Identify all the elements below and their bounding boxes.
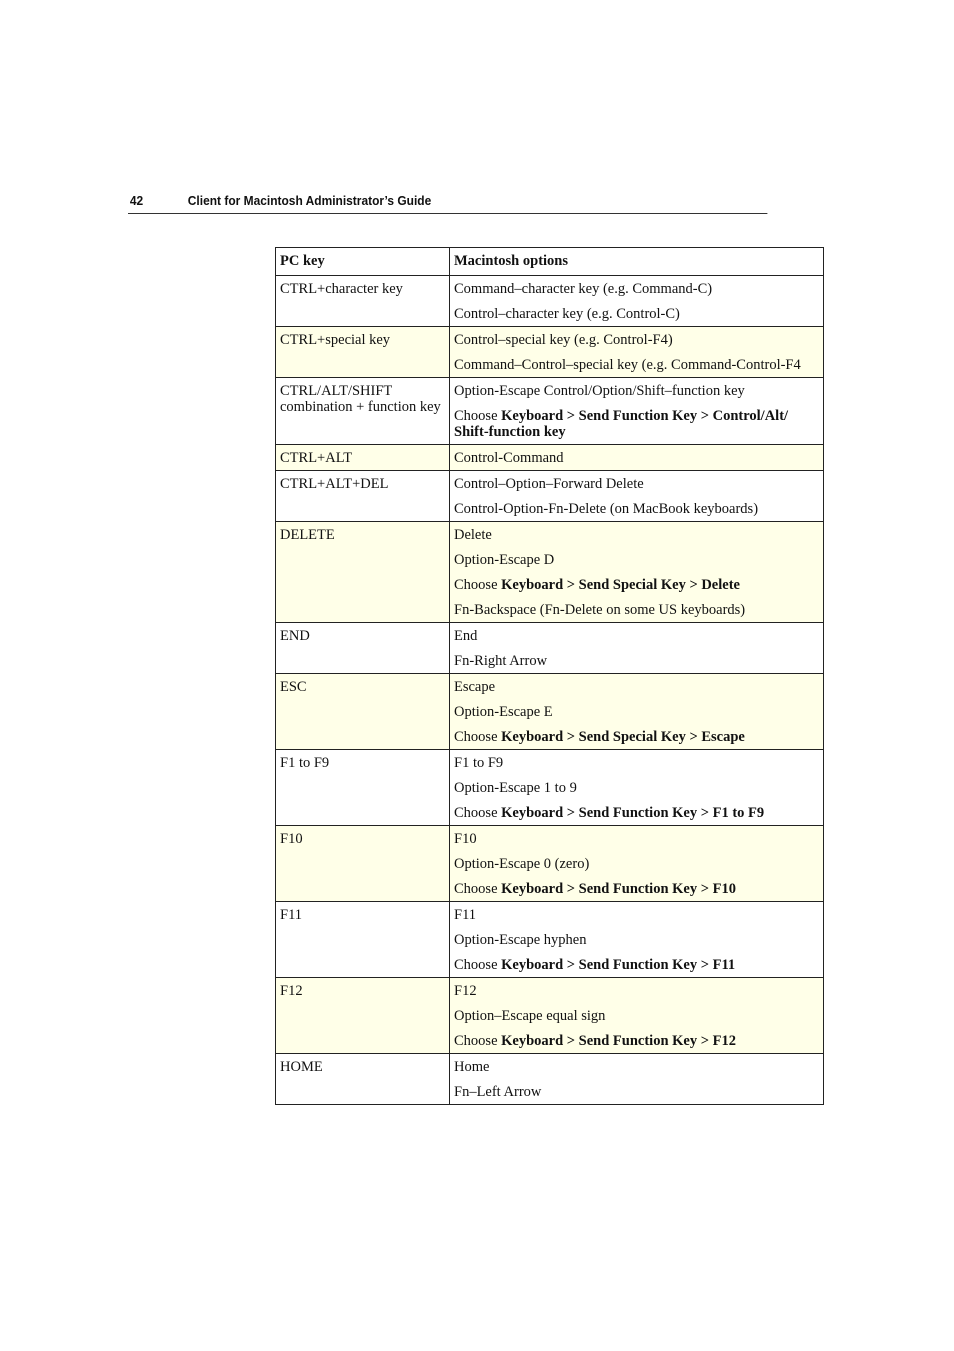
- macintosh-option: [454, 1033, 819, 1049]
- option-text: Control–special key (e.g. Control-F4): [454, 332, 673, 348]
- macintosh-option: [454, 1008, 819, 1024]
- option-text: Option-Escape 1 to 9: [454, 780, 577, 796]
- table-row: [276, 978, 824, 1054]
- macintosh-option: [454, 281, 819, 297]
- page-number: 42: [129, 193, 144, 208]
- option-text: Option-Escape hyphen: [454, 932, 587, 948]
- option-text: Option-Escape D: [454, 552, 555, 568]
- table-row: [276, 750, 824, 826]
- option-text: Option-Escape 0 (zero): [454, 856, 590, 872]
- table-row: [276, 378, 824, 445]
- macintosh-option: [454, 383, 819, 399]
- option-text: Control–character key (e.g. Control-C): [454, 306, 680, 322]
- macintosh-options-cell: [450, 674, 824, 750]
- option-text: Control-Command: [454, 450, 564, 466]
- page-title: Client for Macintosh Administrator’s Guide: [187, 193, 432, 208]
- macintosh-option: [454, 628, 819, 644]
- macintosh-options-cell: [450, 522, 824, 623]
- option-text: Choose: [454, 805, 502, 821]
- macintosh-option: [454, 831, 819, 847]
- option-text: Escape: [454, 679, 496, 695]
- page-header: [128, 191, 767, 214]
- macintosh-option: [454, 957, 819, 973]
- macintosh-options-cell: [450, 276, 824, 327]
- macintosh-option: [454, 527, 819, 543]
- macintosh-options-cell: [450, 750, 824, 826]
- macintosh-option: [454, 1059, 819, 1075]
- option-text: Control–Option–Forward Delete: [454, 476, 644, 492]
- option-text: Choose: [454, 881, 502, 897]
- option-text: Choose: [454, 408, 502, 424]
- table-row: [276, 674, 824, 750]
- option-text: Command–Control–special key (e.g. Command-Control-F4: [454, 357, 801, 373]
- macintosh-options-cell: [450, 1054, 824, 1105]
- macintosh-option: [454, 679, 819, 695]
- macintosh-option: [454, 357, 819, 373]
- pc-key-cell: CTRL/ALT/SHIFT combination + function key: [276, 378, 450, 445]
- macintosh-options-cell: [450, 978, 824, 1054]
- macintosh-options-cell: [450, 902, 824, 978]
- option-text: F1 to F9: [454, 755, 504, 771]
- pc-key-cell: F11: [276, 902, 450, 978]
- table-row: [276, 522, 824, 623]
- macintosh-option: [454, 704, 819, 720]
- macintosh-option: [454, 653, 819, 669]
- table-row: [276, 327, 824, 378]
- macintosh-option: [454, 577, 819, 593]
- table-header-row: [276, 248, 824, 276]
- option-text: Fn-Backspace (Fn-Delete on some US keyboards): [454, 602, 746, 618]
- option-text: Home: [454, 1059, 490, 1075]
- pc-key-cell: F1 to F9: [276, 750, 450, 826]
- menu-path: Keyboard > Send Special Key > Delete: [501, 577, 740, 593]
- pc-key-cell: HOME: [276, 1054, 450, 1105]
- macintosh-options-cell: [450, 471, 824, 522]
- macintosh-option: [454, 907, 819, 923]
- option-text: Option-Escape E: [454, 704, 553, 720]
- table-row: [276, 1054, 824, 1105]
- table-row: [276, 826, 824, 902]
- macintosh-options-cell: [450, 826, 824, 902]
- option-text: Fn–Left Arrow: [454, 1084, 542, 1100]
- macintosh-option: [454, 805, 819, 821]
- table-row: [276, 445, 824, 471]
- option-text: Option-Escape Control/Option/Shift–function key: [454, 383, 745, 399]
- macintosh-option: [454, 450, 819, 466]
- option-text: End: [454, 628, 478, 644]
- pc-key-cell: CTRL+character key: [276, 276, 450, 327]
- macintosh-option: [454, 408, 819, 440]
- pc-key-cell: CTRL+ALT+DEL: [276, 471, 450, 522]
- menu-path: Keyboard > Send Function Key > F12: [501, 1033, 736, 1049]
- option-text: F12: [454, 983, 477, 999]
- macintosh-options-cell: [450, 445, 824, 471]
- pc-key-cell: F10: [276, 826, 450, 902]
- option-text: F11: [454, 907, 477, 923]
- column-header-macintosh-options: Macintosh options: [450, 248, 824, 276]
- macintosh-option: [454, 501, 819, 517]
- macintosh-options-cell: [450, 378, 824, 445]
- macintosh-option: [454, 306, 819, 322]
- table-row: [276, 471, 824, 522]
- option-text: Choose: [454, 957, 502, 973]
- option-text: F10: [454, 831, 477, 847]
- macintosh-option: [454, 332, 819, 348]
- pc-key-cell: DELETE: [276, 522, 450, 623]
- pc-key-cell: ESC: [276, 674, 450, 750]
- macintosh-option: [454, 780, 819, 796]
- macintosh-option: [454, 476, 819, 492]
- table-row: [276, 623, 824, 674]
- option-text: Command–character key (e.g. Command-C): [454, 281, 713, 297]
- pc-key-cell: CTRL+ALT: [276, 445, 450, 471]
- key-mapping-table: [275, 247, 824, 1105]
- option-text: Choose: [454, 577, 502, 593]
- macintosh-option: [454, 729, 819, 745]
- menu-path: Keyboard > Send Special Key > Escape: [501, 729, 745, 745]
- menu-path: Keyboard > Send Function Key > F11: [501, 957, 736, 973]
- macintosh-option: [454, 552, 819, 568]
- option-text: Choose: [454, 729, 502, 745]
- macintosh-option: [454, 856, 819, 872]
- option-text: Option–Escape equal sign: [454, 1008, 606, 1024]
- macintosh-option: [454, 602, 819, 618]
- menu-path: Keyboard > Send Function Key > F1 to F9: [501, 805, 765, 821]
- table-row: [276, 902, 824, 978]
- table-body: [276, 276, 824, 1105]
- macintosh-option: [454, 983, 819, 999]
- macintosh-option: [454, 932, 819, 948]
- pc-key-cell: CTRL+special key: [276, 327, 450, 378]
- macintosh-option: [454, 755, 819, 771]
- table-row: [276, 276, 824, 327]
- column-header-pc-key: PC key: [276, 248, 450, 276]
- macintosh-options-cell: [450, 327, 824, 378]
- pc-key-cell: F12: [276, 978, 450, 1054]
- menu-path: Keyboard > Send Function Key > Control/Alt/ Shift-function key: [454, 408, 789, 440]
- macintosh-options-cell: [450, 623, 824, 674]
- option-text: Delete: [454, 527, 492, 543]
- option-text: Control-Option-Fn-Delete (on MacBook keyboards): [454, 501, 759, 517]
- option-text: Fn-Right Arrow: [454, 653, 548, 669]
- macintosh-option: [454, 1084, 819, 1100]
- macintosh-option: [454, 881, 819, 897]
- menu-path: Keyboard > Send Function Key > F10: [501, 881, 736, 897]
- option-text: Choose: [454, 1033, 502, 1049]
- pc-key-cell: END: [276, 623, 450, 674]
